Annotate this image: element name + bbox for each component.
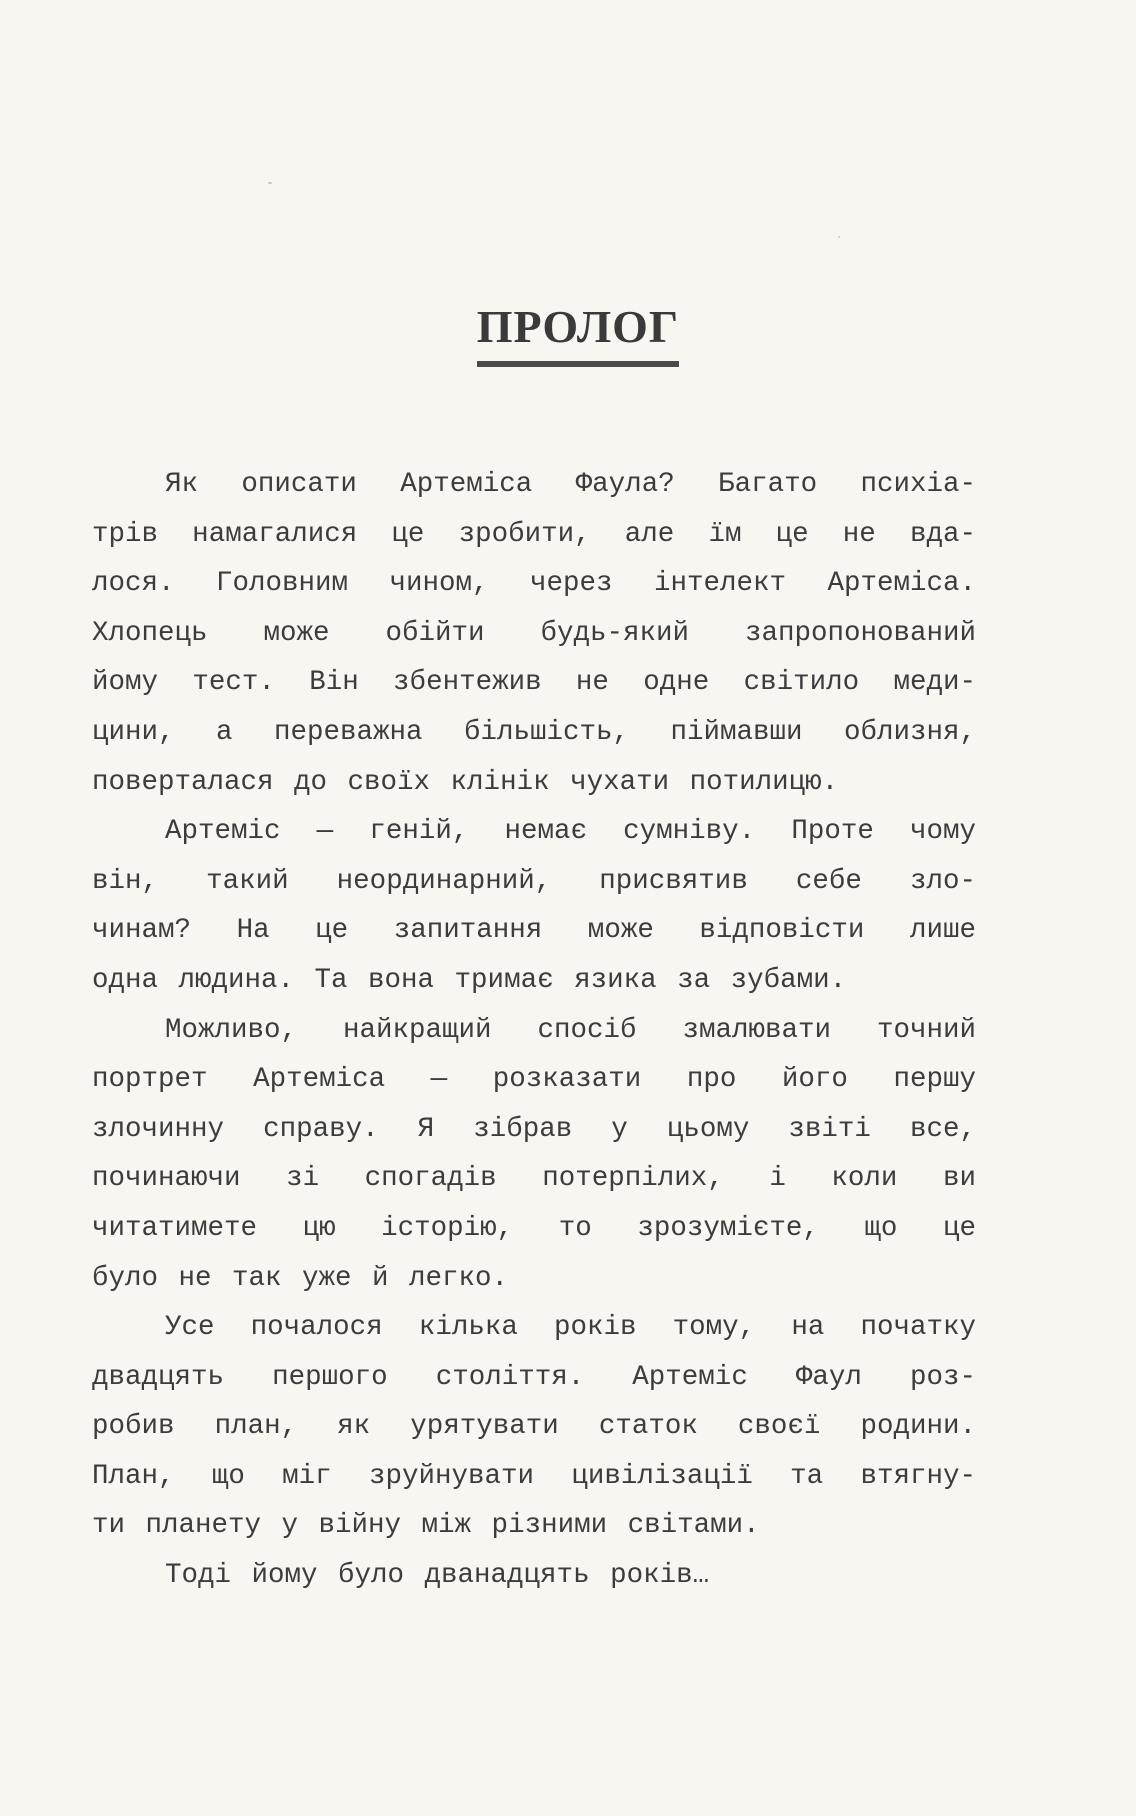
text-line: План, що міг зруйнувати цивілізації та втягну- (92, 1460, 976, 1492)
text-line: Як описати Артеміса Фаула? Багато психіа- (165, 469, 976, 500)
text-line: одна людина. Та вона тримає язика за зубами. (92, 964, 847, 996)
text-line: трів намагалися це зробити, але їм це не вда- (92, 518, 976, 550)
text-line: Усе почалося кілька років тому, на початку (165, 1312, 976, 1344)
text-line: портрет Артеміса — розказати про його першу (92, 1064, 976, 1096)
text-line: двадцять першого століття. Артеміс Фаул роз- (92, 1361, 976, 1393)
text-line: було не так уже й легко. (92, 1262, 509, 1294)
text-line: цини, а переважна більшість, піймавши облизня, (92, 716, 976, 748)
text-line: чинам? На це запитання може відповісти лише (92, 915, 976, 947)
text-line: починаючи зі спогадів потерпілих, і коли ви (92, 1163, 976, 1195)
text-line: він, такий неординарний, присвятив себе зло- (92, 865, 976, 897)
text-line: поверталася до своїх клінік чухати потилицю. (92, 766, 839, 798)
text-line: Можливо, найкращий спосіб змалювати точний (165, 1014, 976, 1046)
text-line: робив план, як урятувати статок своєї родини. (92, 1411, 976, 1443)
text-line: злочинну справу. Я зібрав у цьому звіті все, (92, 1113, 976, 1145)
text-line: йому тест. Він збентежив не одне світило меди- (92, 667, 976, 699)
dust-speck (268, 182, 272, 184)
chapter-title: ПРОЛОГ (477, 300, 679, 367)
text-line: Хлопець може обійти будь-який запропонований (92, 617, 976, 649)
dust-speck (838, 236, 840, 238)
chapter-title-wrap (0, 300, 1136, 367)
text-line: ти планету у війну між різними світами. (92, 1510, 760, 1542)
text-line: Артеміс — геній, немає сумніву. Проте чому (165, 816, 976, 848)
text-line: лося. Головним чином, через інтелект Артеміса. (92, 568, 976, 600)
text-line: читатимете цю історію, то зрозумієте, що це (92, 1212, 976, 1244)
text-line: Тоді йому було дванадцять років… (165, 1560, 710, 1592)
prologue-text (92, 460, 976, 1601)
